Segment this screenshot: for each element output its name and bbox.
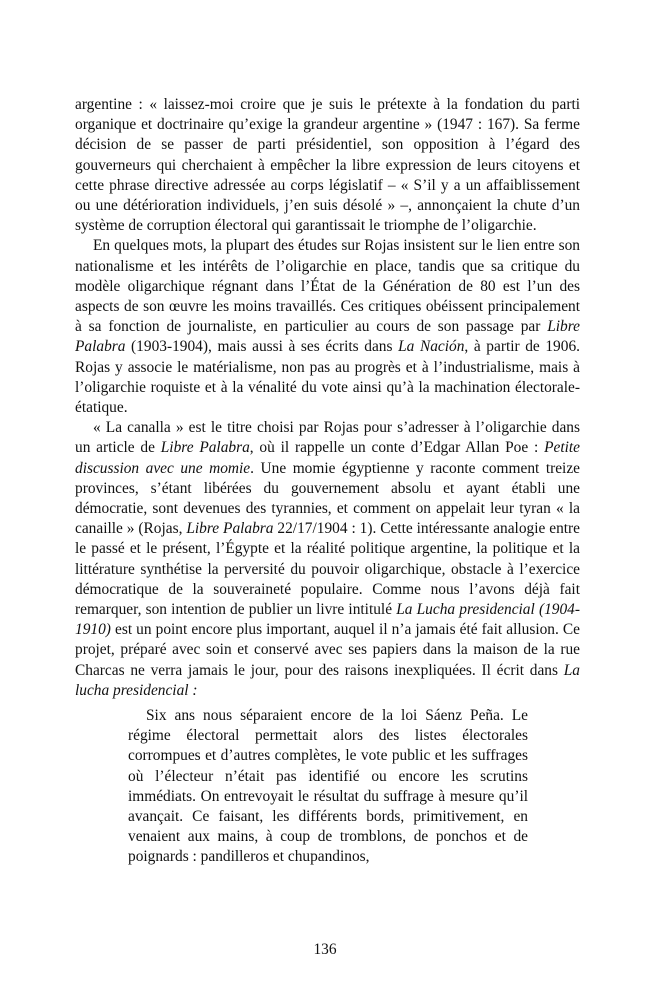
text-run: , à partir de 1906. Rojas y associe le matérialisme, non pas au progrès et à l’industrialisme, mais à l’oligarchie roquiste et à la vénalité du vote ainsi qu’à la machination électorale-étatique. <box>75 338 580 417</box>
text-run: . Une momie égyptienne y raconte comment treize provinces, s’étant libérées du gouvernement absolu et ayant établi une démocratie, sont devenues des tyrannies, et comment on appelait leur tyran « la canaille » (Rojas, <box>75 459 580 538</box>
italic-text-run: La Nación <box>398 338 465 356</box>
italic-text-run: Libre Palabra <box>160 439 250 457</box>
block-quote <box>128 706 528 868</box>
block-quote-text: Six ans nous séparaient encore de la loi Sáenz Peña. Le régime électoral permettait alors des listes électorales corrompues et d’autres complètes, le vote public et les suffrages où l’électeur n’était pas identifié ou encore les scrutins immédiats. On entrevoyait le résultat du suffrage à mesure qu’il avançait. Ce faisant, les différents bords, primitivement, en venaient aux mains, à coup de tromblons, de ponchos et de poignards : pandilleros et chupandinos, <box>128 707 528 866</box>
text-run: En quelques mots, la plupart des études sur Rojas insistent sur le lien entre son nationalisme et les intérêts de l’oligarchie en place, tandis que sa critique du modèle oligarchique régnant dans l’État de la Génération de 80 est l’un des aspects de son œuvre les moins travaillés. Ces critiques obéissent principalement à sa fonction de journaliste, en particulier au cours de son passage par <box>75 237 580 336</box>
italic-text-run: Libre Palabra <box>186 520 274 538</box>
italic-text-run: Libre Palabra <box>75 318 580 356</box>
text-run: « La canalla » est le titre choisi par Rojas pour s’adresser à l’oligarchie dans un article de <box>75 419 580 457</box>
text-run: argentine : « laissez-moi croire que je suis le prétexte à la fondation du parti organique et doctrinaire qu’exige la grandeur argentine » (1947 : 167). Sa ferme décision de se passer de parti présidentiel, son opposition à l’égard des gouverneurs qui cherchaient à empêcher la libre expression de leurs citoyens et cette phrase directive adressée au corps législatif – « S’il y a un affaiblissement ou une détérioration individuels, j’en suis désolé » –, annonçaient la chute d’un système de corruption électoral qui garantissait le triomphe de l’oligarchie. <box>75 96 580 235</box>
text-run: 22/17/1904 : 1). Cette intéressante analogie entre le passé et le présent, l’Égypte et la réalité politique argentine, la politique et la littérature synthétise la perversité du pouvoir oligarchique, obstacle à l’exercice démocratique de la souveraineté populaire. Comme nous l’avons déjà fait remarquer, son intention de publier un livre intitulé <box>75 520 581 619</box>
paragraph <box>75 418 580 701</box>
body-text <box>75 95 580 701</box>
paragraph <box>75 95 580 236</box>
italic-text-run: La lucha presidencial : <box>75 661 580 699</box>
text-run: , où il rappelle un conte d’Edgar Allan Poe : <box>249 439 545 457</box>
text-run: est un point encore plus important, auquel il n’a jamais été fait allusion. Ce projet, préparé avec soin et conservé avec ses papiers dans la maison de la rue Charcas ne verra jamais le jour, pour des raisons inexpliquées. Il écrit dans <box>75 621 580 679</box>
text-run: (1903-1904), mais aussi à ses écrits dans <box>125 338 399 356</box>
page-number: 136 <box>313 941 337 958</box>
italic-text-run: Petite discussion avec une momie <box>75 439 580 477</box>
paragraph <box>75 236 580 418</box>
italic-text-run: La Lucha presidencial (1904-1910) <box>75 601 580 639</box>
